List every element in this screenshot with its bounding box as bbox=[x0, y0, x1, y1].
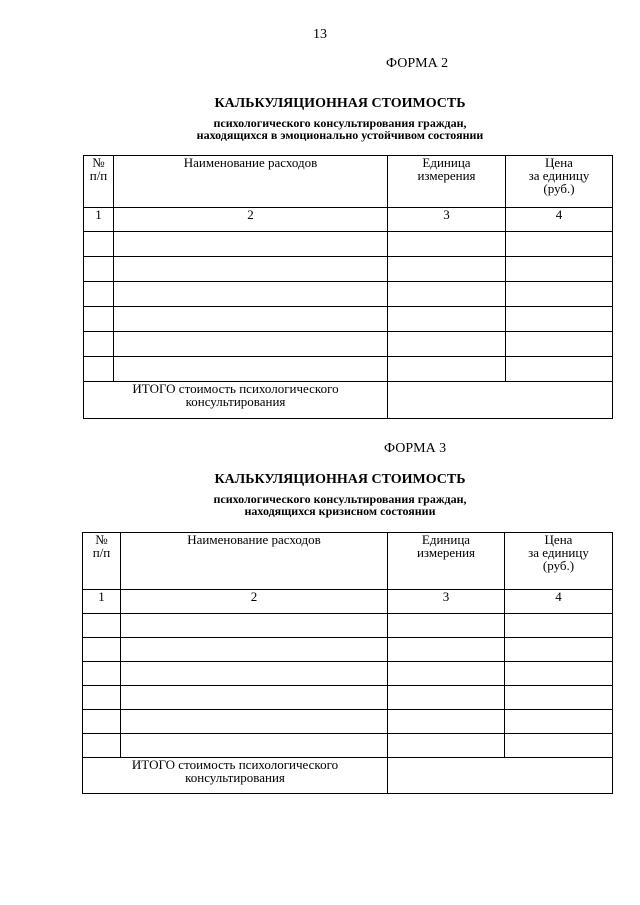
col-number-header: № п/п bbox=[84, 156, 114, 208]
form-3-table bbox=[82, 532, 613, 794]
total-row bbox=[84, 382, 613, 419]
table-row bbox=[84, 332, 613, 357]
total-label-line2: консультирования bbox=[185, 770, 285, 785]
total-value-cell[interactable] bbox=[388, 758, 613, 794]
col-price-header: Цена за единицу (руб.) bbox=[506, 156, 613, 208]
table-row bbox=[83, 638, 613, 662]
total-label bbox=[84, 382, 388, 419]
form-2-subtitle-line2: находящихся в эмоционально устойчивом состоянии bbox=[196, 128, 484, 142]
col-expense-name-header: Наименование расходов bbox=[114, 156, 388, 208]
form-3-label: ФОРМА 3 bbox=[384, 441, 447, 456]
form-2-title: КАЛЬКУЛЯЦИОННАЯ СТОИМОСТЬ bbox=[214, 96, 466, 111]
total-label-line1: ИТОГО стоимость психологического bbox=[132, 381, 339, 396]
table-row bbox=[83, 710, 613, 734]
col-number-index: 4 bbox=[506, 208, 613, 232]
col-number-index: 4 bbox=[505, 590, 613, 614]
total-value-cell[interactable] bbox=[388, 382, 613, 419]
total-row bbox=[83, 758, 613, 794]
table-row bbox=[83, 734, 613, 758]
total-label-line2: консультирования bbox=[185, 394, 286, 409]
col-number-index: 3 bbox=[388, 208, 506, 232]
col-number-index: 2 bbox=[121, 590, 388, 614]
col-expense-name-header: Наименование расходов bbox=[121, 533, 388, 590]
col-number-index: 2 bbox=[114, 208, 388, 232]
col-unit-header: Единица измерения bbox=[388, 533, 505, 590]
col-price-header: Цена за единицу (руб.) bbox=[505, 533, 613, 590]
form-2-table bbox=[83, 155, 613, 419]
form-3-title: КАЛЬКУЛЯЦИОННАЯ СТОИМОСТЬ bbox=[214, 472, 466, 487]
col-number-index: 1 bbox=[84, 208, 114, 232]
total-label-line1: ИТОГО стоимость психологического bbox=[131, 757, 339, 772]
table-row bbox=[83, 614, 613, 638]
col-number-index: 1 bbox=[83, 590, 121, 614]
table-row bbox=[84, 357, 613, 382]
table-row bbox=[84, 307, 613, 332]
table-row bbox=[84, 232, 613, 257]
table-row bbox=[83, 686, 613, 710]
col-number-header: № п/п bbox=[83, 533, 121, 590]
page-number: 13 bbox=[313, 27, 327, 42]
form-2-subtitle-line1: психологического консультирования граждан, bbox=[213, 116, 467, 130]
total-label bbox=[83, 758, 388, 794]
table-row bbox=[84, 257, 613, 282]
col-unit-header: Единица измерения bbox=[388, 156, 506, 208]
form-3-subtitle-line1: психологического консультирования граждан, bbox=[213, 492, 467, 506]
col-number-index: 3 bbox=[388, 590, 505, 614]
form-3-subtitle-line2: находящихся кризисном состоянии bbox=[244, 504, 436, 518]
form-2-label: ФОРМА 2 bbox=[386, 56, 449, 71]
table-row bbox=[84, 282, 613, 307]
table-row bbox=[83, 662, 613, 686]
